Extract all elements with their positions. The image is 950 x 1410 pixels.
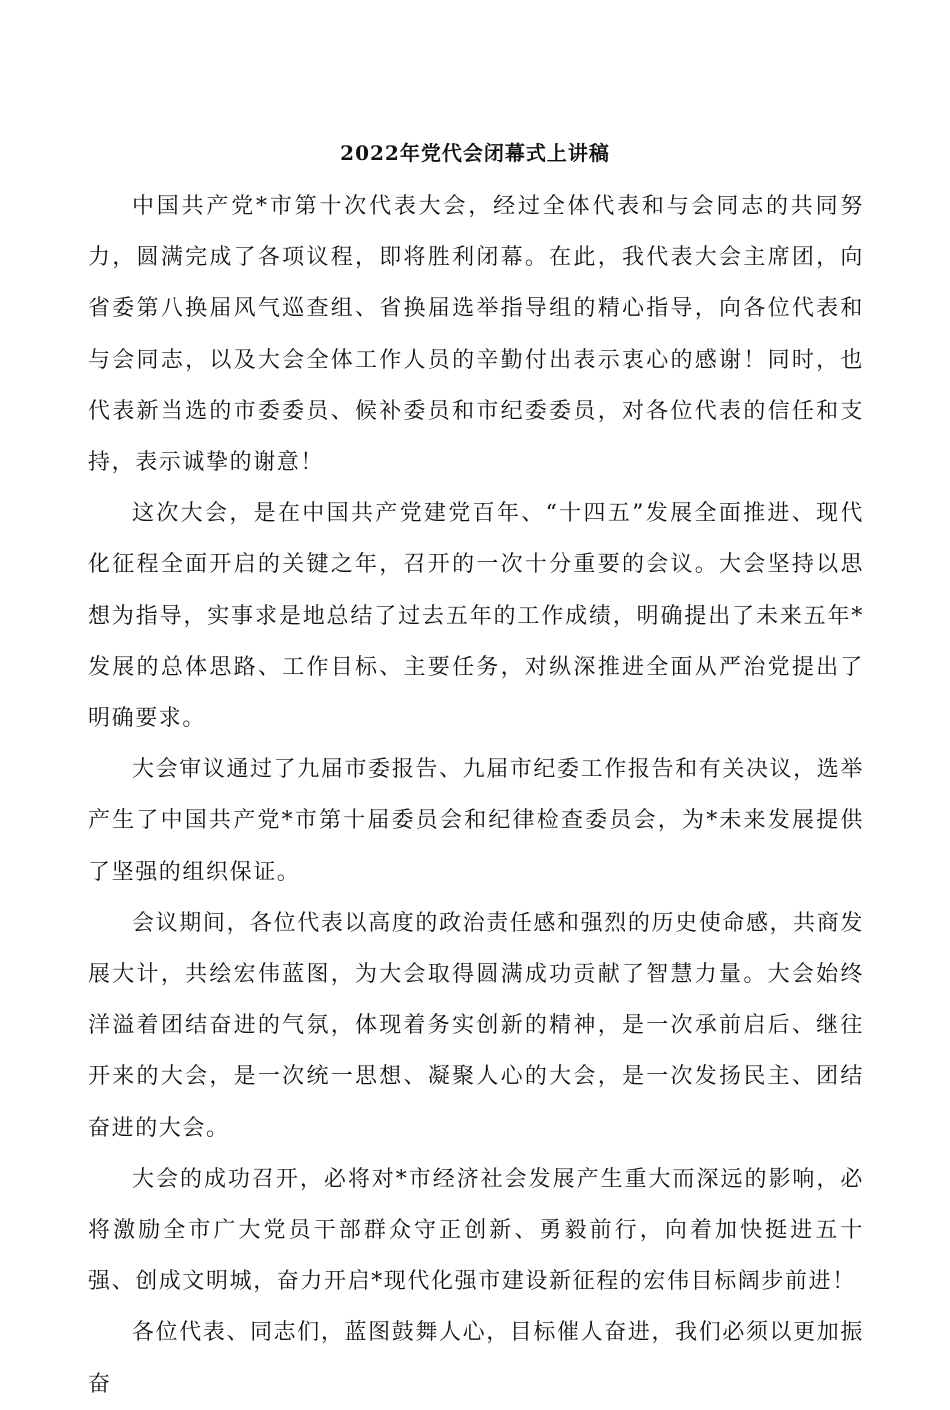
paragraph-5: 大会的成功召开，必将对*市经济社会发展产生重大而深远的影响，必将激励全市广大党员干部群众守正创新、勇毅前行，向着加快挺进五十强、创成文明城，奋力开启*现代化强市建设新征程的宏伟目标阔步前进！: [88, 1166, 864, 1295]
document-body: [88, 181, 864, 1410]
paragraph-3: 大会审议通过了九届市委报告、九届市纪委工作报告和有关决议，选举产生了中国共产党*市第十届委员会和纪律检查委员会，为*未来发展提供了坚强的组织保证。: [88, 757, 864, 885]
paragraph-4: 会议期间，各位代表以高度的政治责任感和强烈的历史使命感，共商发展大计，共绘宏伟蓝图，为大会取得圆满成功贡献了智慧力量。大会始终洋溢着团结奋进的气氛，体现着务实创新的精神，是一次承前启后、继往开来的大会，是一次统一思想、凝聚人心的大会，是一次发扬民主、团结奋进的大会。: [88, 910, 864, 1141]
paragraph-1: 中国共产党*市第十次代表大会，经过全体代表和与会同志的共同努力，圆满完成了各项议程，即将胜利闭幕。在此，我代表大会主席团，向省委第八换届风气巡查组、省换届选举指导组的精心指导，向各位代表和与会同志，以及大会全体工作人员的辛勤付出表示衷心的感谢！同时，也代表新当选的市委委员、候补委员和市纪委委员，对各位代表的信任和支持，表示诚挚的谢意！: [88, 194, 864, 476]
paragraph-2: 这次大会，是在中国共产党建党百年、“十四五”发展全面推进、现代化征程全面开启的关键之年，召开的一次十分重要的会议。大会坚持以思想为指导，实事求是地总结了过去五年的工作成绩，明确提出了未来五年*发展的总体思路、工作目标、主要任务，对纵深推进全面从严治党提出了明确要求。: [88, 501, 864, 732]
document-title: 2022年党代会闭幕式上讲稿: [340, 141, 610, 165]
paragraph-6: 各位代表、同志们，蓝图鼓舞人心，目标催人奋进，我们必须以更加振奋: [88, 1320, 864, 1397]
